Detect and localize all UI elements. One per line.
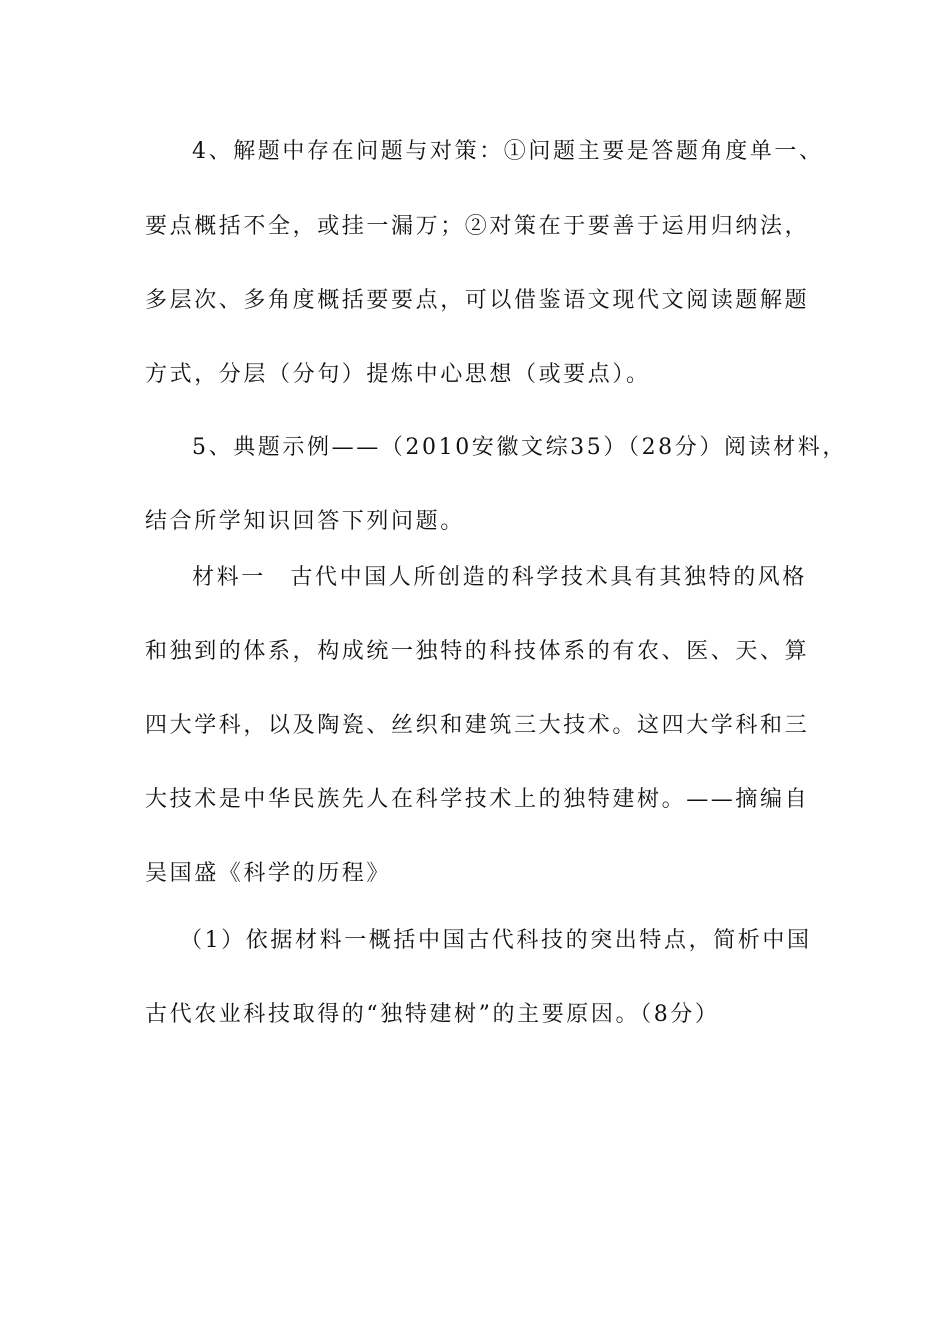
paragraph-4-line-3: 多层次、多角度概括要要点，可以借鉴语文现代文阅读题解题 bbox=[145, 288, 810, 313]
material-1-line-2: 和独到的体系，构成统一独特的科技体系的有农、医、天、算 bbox=[145, 639, 810, 664]
paragraph-5-line-2: 结合所学知识回答下列问题。 bbox=[145, 509, 465, 534]
paragraph-5-line-1: 5、典题示例——（2010安徽文综35）（28分）阅读材料， bbox=[192, 435, 847, 460]
material-1-line-4: 大技术是中华民族先人在科学技术上的独特建树。——摘编自 bbox=[145, 787, 810, 812]
question-1-line-2: 古代农业科技取得的“独特建树”的主要原因。（8分） bbox=[145, 1002, 720, 1027]
material-1-line-3: 四大学科，以及陶瓷、丝织和建筑三大技术。这四大学科和三 bbox=[145, 713, 810, 738]
paragraph-4-line-1: 4、解题中存在问题与对策：①问题主要是答题角度单一、 bbox=[192, 139, 824, 164]
question-1-line-1: （1）依据材料一概括中国古代科技的突出特点，简析中国 bbox=[180, 928, 812, 953]
paragraph-4-line-2: 要点概括不全，或挂一漏万；②对策在于要善于运用归纳法， bbox=[145, 214, 810, 239]
material-1-source: 吴国盛《科学的历程》 bbox=[145, 861, 392, 886]
paragraph-4-line-4: 方式，分层（分句）提炼中心思想（或要点）。 bbox=[145, 362, 651, 387]
material-1-line-1: 材料一 古代中国人所创造的科学技术具有其独特的风格 bbox=[192, 565, 808, 590]
